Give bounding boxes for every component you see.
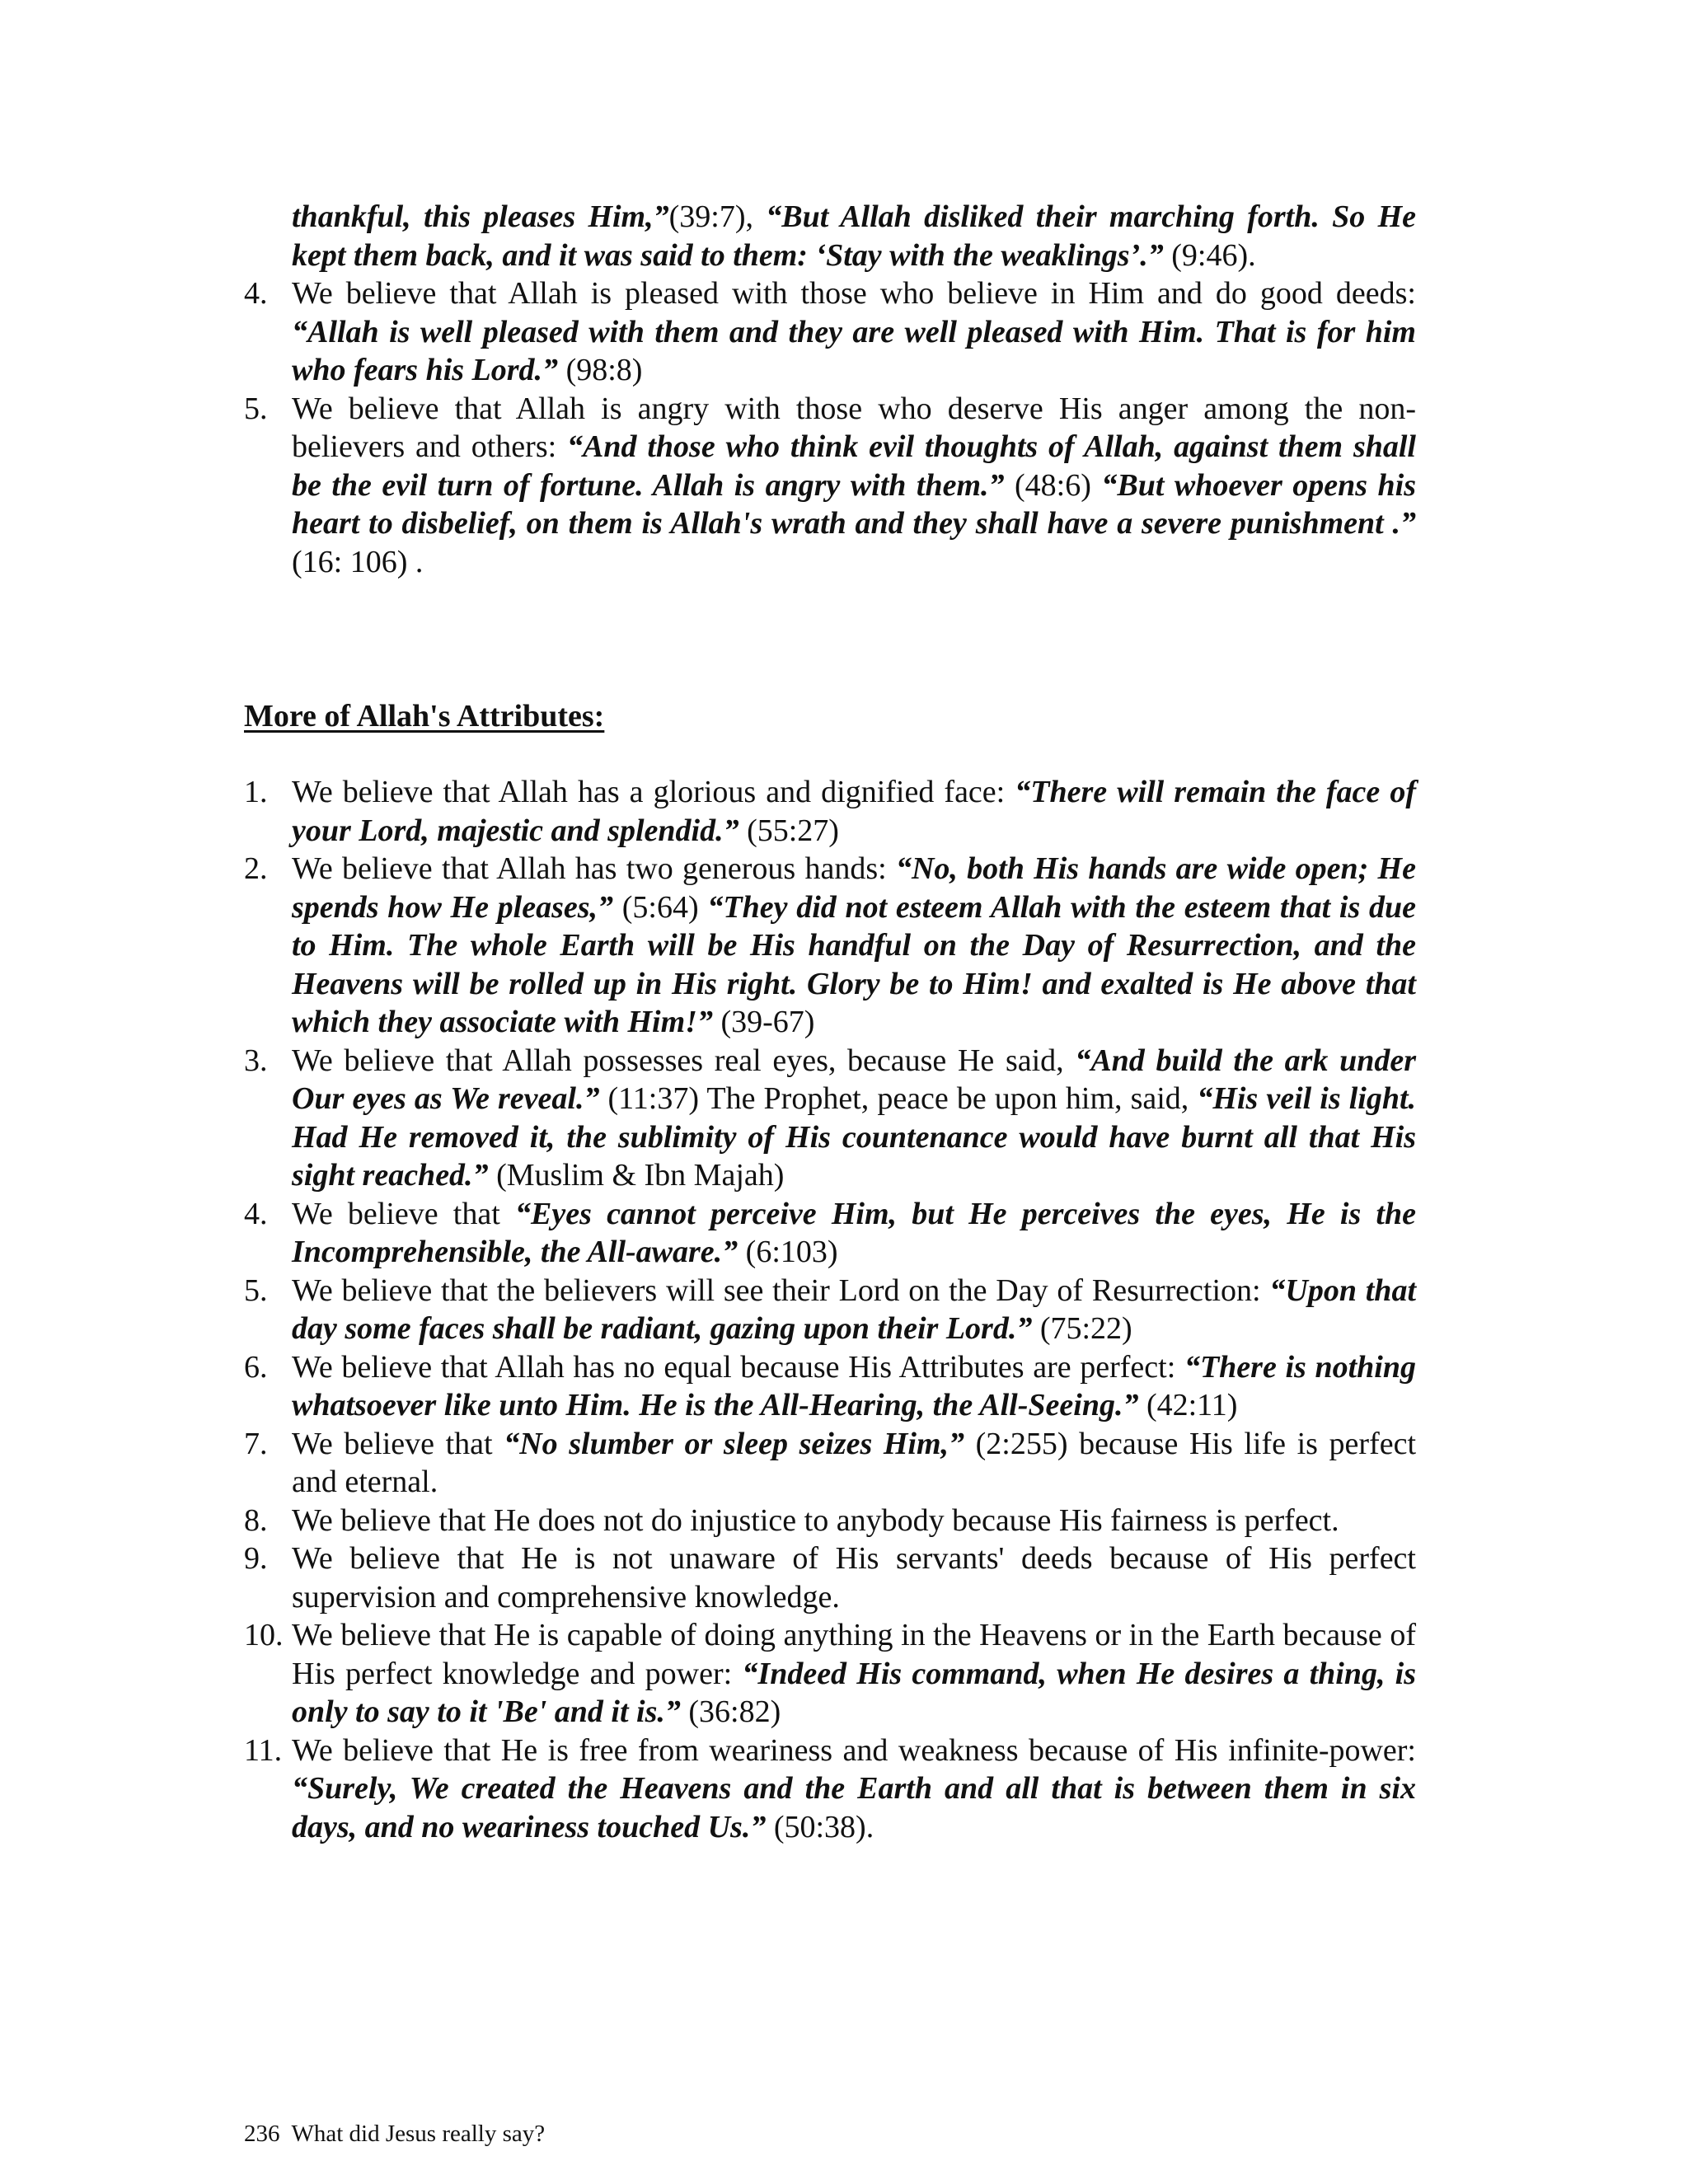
list-item-number: 6. — [244, 1349, 268, 1385]
continuation-paragraph — [244, 198, 1416, 274]
top-list — [244, 274, 1416, 581]
body-text: (Muslim & Ibn Majah) — [488, 1158, 785, 1193]
page-footer — [244, 2120, 545, 2148]
body-text: We believe that Allah is pleased with those who believe in Him and do good deeds: — [292, 276, 1416, 311]
list-item-number: 3. — [244, 1043, 268, 1078]
body-text: We believe that He does not do injustice to anybody because His fairness is perfect. — [292, 1502, 1339, 1538]
body-text: (11:37) The Prophet, peace be upon him, said, — [599, 1081, 1198, 1116]
list-item — [244, 1616, 1416, 1732]
body-text: (75:22) — [1032, 1311, 1132, 1346]
body-text: We believe that He is not unaware of His servants' deeds because of His perfect supervision and comprehensive knowledge. — [292, 1541, 1416, 1615]
list-item — [244, 1272, 1416, 1348]
list-item-number: 9. — [244, 1541, 268, 1576]
section-heading: More of Allah's Attributes: — [244, 699, 605, 733]
body-text: We believe that Allah has two generous hands: — [292, 851, 896, 886]
list-item-number: 4. — [244, 1196, 268, 1231]
body-text: We believe that the believers will see their Lord on the Day of Resurrection: — [292, 1272, 1270, 1308]
list-item — [244, 390, 1416, 582]
list-item — [244, 1425, 1416, 1502]
list-item-number: 7. — [244, 1426, 268, 1461]
list-item-number: 4. — [244, 276, 268, 311]
list-item-number: 5. — [244, 1272, 268, 1308]
body-text: (9:46). — [1163, 237, 1256, 273]
body-text: We believe that — [292, 1426, 504, 1461]
quote-text: “There is nothing whatsoever like unto Him. He is the All-Hearing, the All-Seeing.” — [292, 1349, 1416, 1422]
quote-text: “And build the ark under Our eyes as We reveal.” — [292, 1043, 1417, 1116]
quote-text: “They did not esteem Allah with the esteem that is due to Him. The whole Earth will be His handful on the Day of Resurrection, and the Heavens will be rolled up in His right. Glory be to Him! and exalted is He above that which they associate with Him!” — [292, 889, 1416, 1039]
list-item — [244, 773, 1416, 850]
list-item-number: 2. — [244, 851, 268, 886]
quote-text: “But whoever opens his heart to disbelief, on them is Allah's wrath and they shall have a severe punishment .” — [292, 467, 1417, 541]
list-item — [244, 274, 1416, 390]
body-text: We believe that Allah possesses real eyes, because He said, — [292, 1043, 1076, 1078]
list-item — [244, 1540, 1416, 1616]
quote-text: “No slumber or sleep seizes Him,” — [504, 1426, 965, 1461]
body-text: (39:7), — [668, 199, 767, 234]
body-text: We believe that He is free from weariness and weakness because of His infinite-power: — [292, 1732, 1416, 1768]
quote-text: “No, both His hands are wide open; He spends how He pleases,” — [292, 851, 1416, 925]
list-item-number: 1. — [244, 775, 268, 809]
body-text: We believe that — [292, 1196, 515, 1231]
body-text: (48:6) — [1004, 467, 1102, 503]
body-text: (5:64) — [613, 889, 708, 925]
list-item-number: 5. — [244, 391, 268, 426]
book-title: What did Jesus really say? — [291, 2121, 546, 2147]
attributes-list — [244, 773, 1416, 1846]
page-number: 236 — [244, 2121, 280, 2147]
quote-text: “Allah is well pleased with them and they are well pleased with Him. That is for him who fears his Lord.” — [292, 314, 1416, 387]
list-item-number: 10. — [244, 1618, 284, 1652]
list-item-number: 11. — [244, 1732, 283, 1768]
quote-text: “His veil is light. Had He removed it, the sublimity of His countenance would have burnt all that His sight reached.” — [292, 1081, 1417, 1193]
quote-text: “Eyes cannot perceive Him, but He perceives the eyes, He is the Incomprehensible, the All-aware.” — [292, 1196, 1416, 1269]
body-text: (55:27) — [738, 813, 839, 848]
body-text: (42:11) — [1138, 1388, 1238, 1422]
body-text: (36:82) — [680, 1694, 781, 1729]
body-text: (2:255) because His life is perfect and eternal. — [292, 1426, 1417, 1499]
top-text-block — [244, 198, 1416, 581]
body-text: We believe that Allah has no equal because His Attributes are perfect: — [292, 1349, 1184, 1385]
quote-text: “Upon that day some faces shall be radiant, gazing upon their Lord.” — [292, 1272, 1416, 1346]
body-text: (6:103) — [738, 1235, 838, 1269]
list-item — [244, 1502, 1416, 1540]
list-item — [244, 1732, 1416, 1847]
body-text: We believe that He is capable of doing anything in the Heavens or in the Earth because of His perfect knowledge and power: — [292, 1618, 1416, 1691]
body-text: (50:38). — [766, 1809, 874, 1844]
quote-text: “There will remain the face of your Lord, majestic and splendid.” — [292, 775, 1416, 848]
body-text: (39-67) — [712, 1005, 815, 1039]
quote-text: thankful, this pleases Him,” — [292, 199, 669, 234]
list-item — [244, 1042, 1416, 1195]
quote-text: “Surely, We created the Heavens and the Earth and all that is between them in six days, and no weariness touched Us.” — [292, 1771, 1416, 1844]
body-text: (98:8) — [558, 353, 643, 387]
list-item — [244, 1348, 1416, 1425]
list-item — [244, 1195, 1416, 1272]
body-text: We believe that Allah has a glorious and dignified face: — [292, 775, 1015, 809]
list-item-number: 8. — [244, 1502, 268, 1538]
quote-text: “And those who think evil thoughts of Allah, against them shall be the evil turn of fortune. Allah is angry with them.” — [292, 429, 1416, 503]
list-item — [244, 850, 1416, 1042]
body-text: (16: 106) . — [292, 544, 424, 579]
quote-text: “Indeed His command, when He desires a thing, is only to say to it 'Be' and it is.” — [292, 1656, 1416, 1729]
quote-text: “But Allah disliked their marching forth. So He kept them back, and it was said to them: ‘Stay with the weaklings’.” — [292, 199, 1416, 273]
body-text: We believe that Allah is angry with those who deserve His anger among the non-believers and others: — [292, 391, 1416, 464]
